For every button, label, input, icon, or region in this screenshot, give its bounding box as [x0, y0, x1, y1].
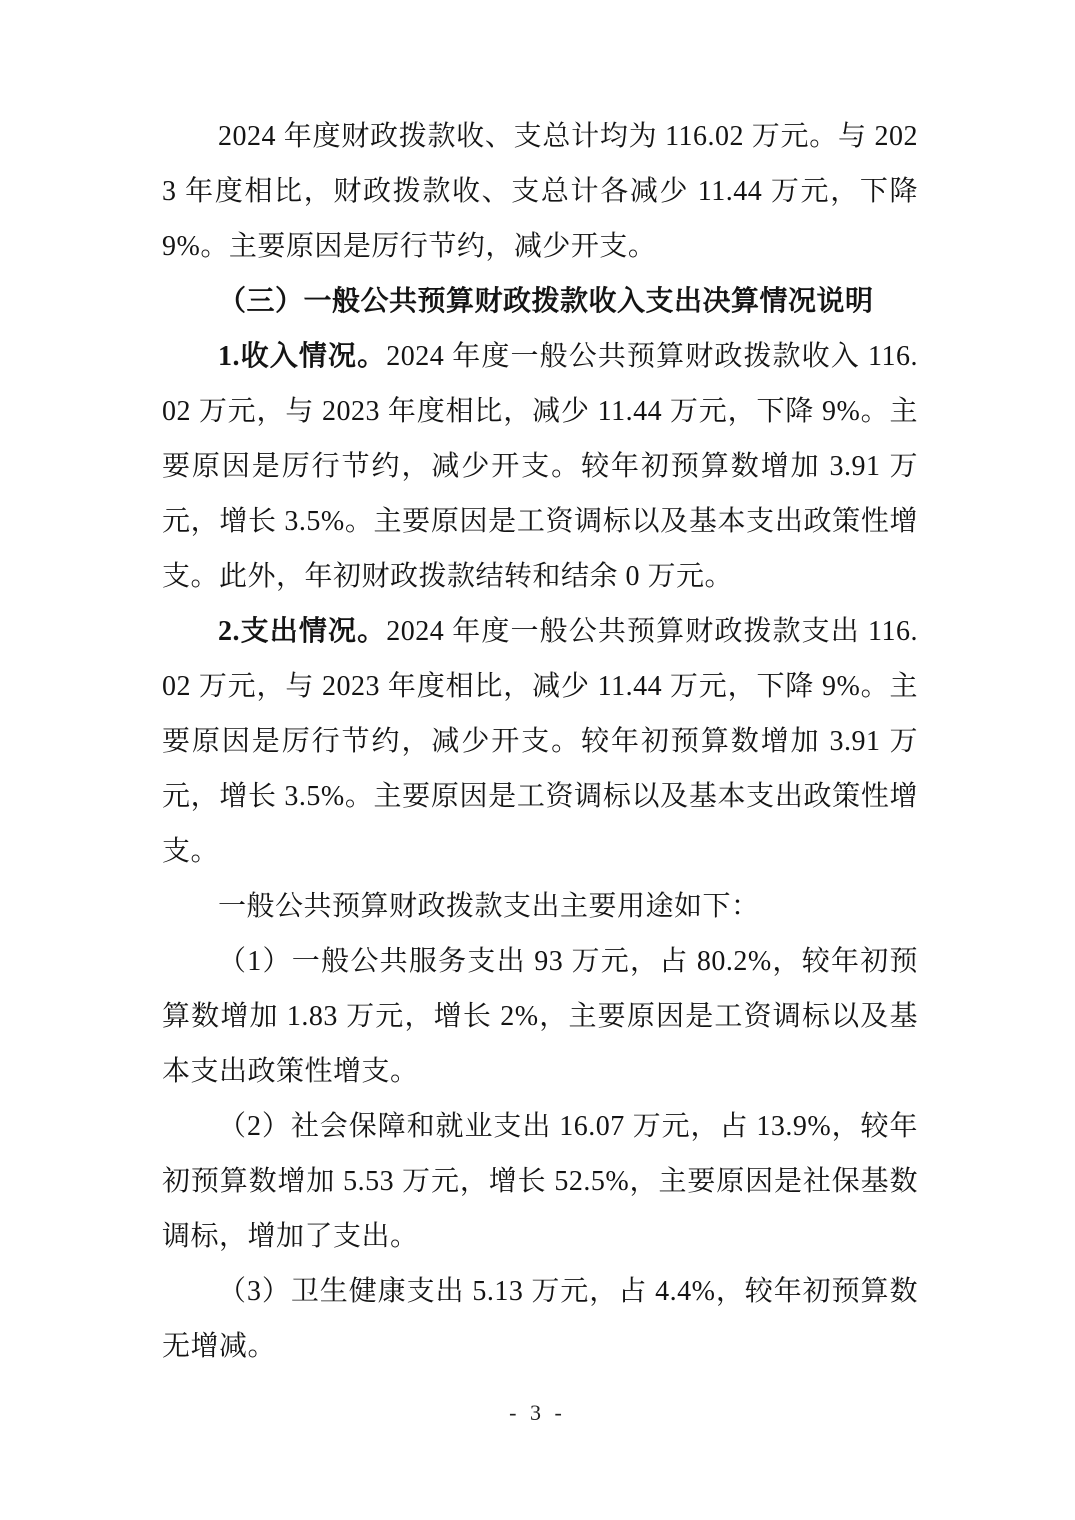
text-run: 一般公共预算财政拨款支出主要用途如下： — [218, 891, 760, 922]
text-run: （3）卫生健康支出 5.13 万元，占 4.4%，较年初预算数无增减。 — [162, 1276, 918, 1362]
para-expenditure-situation — [162, 604, 918, 879]
para-income-situation — [162, 329, 918, 604]
bold-text-run: 2.支出情况。 — [218, 616, 387, 647]
para-usage-item-1 — [162, 934, 918, 1099]
para-usage-item-2 — [162, 1099, 918, 1264]
text-run: 2024 年度一般公共预算财政拨款收入 116.02 万元，与 2023 年度相比，减少 11.44 万元，下降 9%。主要原因是厉行节约，减少开支。较年初预算数增加 3.91 万元，增长 3.5%。主要原因是工资调标以及基本支出政策性增支。此外，年初财政拨款结转和结余 0 万元。 — [162, 341, 918, 592]
bold-text-run: （三）一般公共预算财政拨款收入支出决算情况说明 — [218, 286, 874, 317]
text-run: （1）一般公共服务支出 93 万元，占 80.2%，较年初预算数增加 1.83 万元，增长 2%，主要原因是工资调标以及基本支出政策性增支。 — [162, 946, 918, 1087]
text-run: 2024 年度一般公共预算财政拨款支出 116.02 万元，与 2023 年度相比，减少 11.44 万元，下降 9%。主要原因是厉行节约，减少开支。较年初预算数增加 3.91 万元，增长 3.5%。主要原因是工资调标以及基本支出政策性增支。 — [162, 616, 918, 867]
para-total-overview — [162, 109, 918, 274]
bold-text-run: 1.收入情况。 — [218, 341, 387, 372]
text-run: 2024 年度财政拨款收、支总计均为 116.02 万元。与 2023 年度相比，财政拨款收、支总计各减少 11.44 万元，下降 9%。主要原因是厉行节约，减少开支。 — [162, 121, 918, 262]
page-number: - 3 - — [509, 1400, 566, 1425]
para-usage-intro — [162, 879, 918, 934]
heading-section-three — [162, 274, 918, 329]
text-run: （2）社会保障和就业支出 16.07 万元，占 13.9%，较年初预算数增加 5.53 万元，增长 52.5%，主要原因是社保基数调标，增加了支出。 — [162, 1111, 918, 1252]
document-body — [162, 109, 918, 1374]
para-usage-item-3 — [162, 1264, 918, 1374]
